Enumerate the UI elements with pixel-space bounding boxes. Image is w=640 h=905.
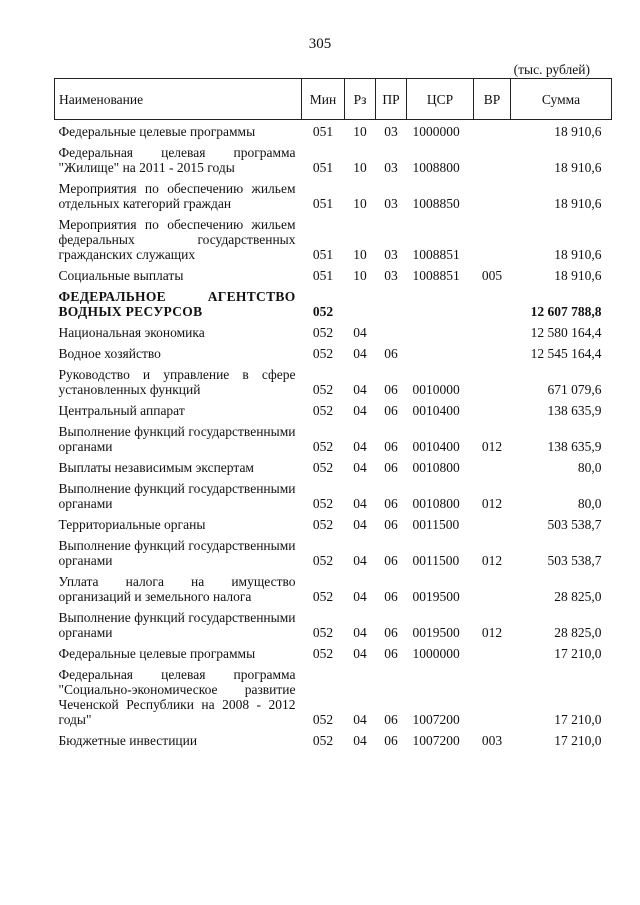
table-row (55, 323, 612, 344)
cell-min: 051 (312, 196, 334, 211)
table-row (55, 665, 612, 731)
cell-name: Федеральная целевая программа "Социально-экономическое развитие Чеченской Республики на 2008 - 2012 годы" (58, 667, 296, 727)
cell-pr: 06 (384, 646, 398, 661)
cell-min: 052 (312, 439, 334, 454)
cell-sum: 138 635,9 (547, 403, 602, 418)
header-csr: ЦСР (407, 79, 474, 120)
cell-csr: 0011500 (412, 517, 460, 532)
header-sum: Сумма (511, 79, 612, 120)
cell-csr: 0010800 (412, 496, 460, 511)
cell-name: Водное хозяйство (58, 346, 161, 361)
page-number: 305 (308, 36, 332, 52)
cell-pr: 06 (384, 625, 398, 640)
cell-vr (474, 215, 511, 266)
cell-name: ФЕДЕРАЛЬНОЕ АГЕНТСТВО ВОДНЫХ РЕСУРСОВ (58, 289, 296, 319)
cell-sum: 138 635,9 (547, 439, 602, 454)
cell-rz: 04 (353, 403, 367, 418)
cell-csr: 1008851 (412, 268, 460, 283)
cell-sum: 12 607 788,8 (530, 304, 602, 319)
cell-name: Выполнение функций государственными органами (58, 610, 296, 640)
cell-rz: 10 (353, 196, 367, 211)
cell-min: 051 (312, 124, 334, 139)
cell-min: 052 (312, 382, 334, 397)
cell-sum: 12 545 164,4 (530, 346, 602, 361)
cell-csr: 0010400 (412, 439, 460, 454)
cell-pr: 03 (384, 268, 398, 283)
cell-sum: 17 210,0 (554, 712, 602, 727)
cell-vr: 003 (481, 733, 503, 748)
cell-name: Руководство и управление в сфере установленных функций (58, 367, 296, 397)
table-header-row (55, 79, 612, 120)
cell-csr: 0019500 (412, 625, 460, 640)
cell-csr: 0010800 (412, 460, 460, 475)
cell-sum: 503 538,7 (547, 553, 602, 568)
cell-rz: 04 (353, 517, 367, 532)
cell-vr: 012 (481, 625, 503, 640)
cell-sum: 28 825,0 (554, 625, 602, 640)
cell-pr (376, 287, 407, 323)
cell-min: 052 (312, 325, 334, 340)
cell-vr (474, 323, 511, 344)
cell-pr: 03 (384, 247, 398, 262)
cell-pr: 03 (384, 196, 398, 211)
cell-sum: 80,0 (577, 496, 602, 511)
cell-pr: 06 (384, 517, 398, 532)
cell-name: Бюджетные инвестиции (58, 733, 198, 748)
cell-rz: 04 (353, 625, 367, 640)
cell-pr: 06 (384, 553, 398, 568)
cell-csr: 1008800 (412, 160, 460, 175)
cell-csr (407, 287, 474, 323)
header-pr: ПР (376, 79, 407, 120)
cell-rz: 04 (353, 712, 367, 727)
cell-name: Социальные выплаты (58, 268, 184, 283)
cell-rz: 10 (353, 247, 367, 262)
cell-vr (474, 644, 511, 665)
cell-rz: 04 (353, 589, 367, 604)
table-body (55, 120, 612, 753)
cell-rz (345, 287, 376, 323)
table-row (55, 120, 612, 144)
cell-rz: 10 (353, 268, 367, 283)
cell-pr: 03 (384, 160, 398, 175)
cell-name: Выполнение функций государственными органами (58, 481, 296, 511)
cell-pr: 06 (384, 733, 398, 748)
table-row (55, 515, 612, 536)
units-label: (тыс. рублей) (513, 62, 590, 77)
cell-csr: 1007200 (412, 733, 460, 748)
cell-rz: 10 (353, 124, 367, 139)
cell-rz: 10 (353, 160, 367, 175)
cell-pr: 06 (384, 382, 398, 397)
table-row (55, 143, 612, 179)
cell-pr: 06 (384, 589, 398, 604)
cell-min: 052 (312, 517, 334, 532)
table-row (55, 344, 612, 365)
header-rz: Рз (345, 79, 376, 120)
cell-rz: 04 (353, 460, 367, 475)
cell-vr (474, 143, 511, 179)
cell-sum: 28 825,0 (554, 589, 602, 604)
cell-csr: 0010000 (412, 382, 460, 397)
header-min: Мин (302, 79, 345, 120)
cell-rz: 04 (353, 646, 367, 661)
budget-table (54, 78, 612, 752)
table-row (55, 287, 612, 323)
cell-sum: 12 580 164,4 (530, 325, 602, 340)
cell-csr: 0019500 (412, 589, 460, 604)
cell-sum: 18 910,6 (554, 160, 602, 175)
table-row (55, 179, 612, 215)
cell-csr: 0011500 (412, 553, 460, 568)
cell-vr: 012 (481, 439, 503, 454)
cell-vr (474, 572, 511, 608)
cell-name: Выполнение функций государственными органами (58, 538, 296, 568)
cell-name: Уплата налога на имущество организаций и земельного налога (58, 574, 296, 604)
cell-vr (474, 665, 511, 731)
table-row (55, 572, 612, 608)
cell-name: Центральный аппарат (58, 403, 185, 418)
cell-min: 052 (312, 733, 334, 748)
cell-csr: 1008850 (412, 196, 460, 211)
cell-name: Федеральная целевая программа "Жилище" на 2011 - 2015 годы (58, 145, 296, 175)
table-row (55, 608, 612, 644)
cell-sum: 671 079,6 (547, 382, 602, 397)
cell-rz: 04 (353, 733, 367, 748)
cell-csr (407, 344, 474, 365)
cell-csr: 1007200 (412, 712, 460, 727)
cell-sum: 503 538,7 (547, 517, 602, 532)
cell-rz: 04 (353, 382, 367, 397)
cell-name: Мероприятия по обеспечению жильем федеральных государственных гражданских служащих (58, 217, 296, 262)
table-row (55, 536, 612, 572)
cell-sum: 18 910,6 (554, 247, 602, 262)
cell-sum: 18 910,6 (554, 196, 602, 211)
cell-vr (474, 344, 511, 365)
cell-min: 052 (312, 403, 334, 418)
cell-vr (474, 515, 511, 536)
cell-min: 052 (312, 346, 334, 361)
cell-sum: 80,0 (577, 460, 602, 475)
cell-name: Федеральные целевые программы (58, 646, 256, 661)
cell-pr: 03 (384, 124, 398, 139)
cell-rz: 04 (353, 553, 367, 568)
table-row (55, 479, 612, 515)
cell-pr: 06 (384, 460, 398, 475)
cell-vr (474, 120, 511, 144)
cell-vr (474, 401, 511, 422)
cell-vr (474, 458, 511, 479)
cell-pr: 06 (384, 346, 398, 361)
cell-csr (407, 323, 474, 344)
table-row (55, 458, 612, 479)
cell-name: Мероприятия по обеспечению жильем отдельных категорий граждан (58, 181, 296, 211)
cell-vr: 012 (481, 496, 503, 511)
cell-vr: 005 (481, 268, 503, 283)
cell-pr: 06 (384, 403, 398, 418)
cell-min: 051 (312, 268, 334, 283)
cell-min: 052 (312, 304, 334, 319)
cell-min: 051 (312, 160, 334, 175)
cell-name: Федеральные целевые программы (58, 124, 256, 139)
cell-rz: 04 (353, 346, 367, 361)
cell-pr: 06 (384, 439, 398, 454)
cell-name: Национальная экономика (58, 325, 205, 340)
cell-min: 051 (312, 247, 334, 262)
cell-pr: 06 (384, 712, 398, 727)
cell-csr: 1000000 (412, 646, 460, 661)
cell-vr (474, 179, 511, 215)
cell-rz: 04 (353, 325, 367, 340)
cell-name: Территориальные органы (58, 517, 206, 532)
cell-sum: 18 910,6 (554, 124, 602, 139)
header-name: Наименование (55, 79, 302, 120)
table-row (55, 422, 612, 458)
cell-rz: 04 (353, 439, 367, 454)
cell-pr: 06 (384, 496, 398, 511)
cell-min: 052 (312, 646, 334, 661)
cell-name: Выплаты независимым экспертам (58, 460, 254, 475)
cell-pr (376, 323, 407, 344)
table-row (55, 644, 612, 665)
cell-min: 052 (312, 625, 334, 640)
cell-min: 052 (312, 496, 334, 511)
cell-min: 052 (312, 460, 334, 475)
cell-csr: 0010400 (412, 403, 460, 418)
cell-name: Выполнение функций государственными органами (58, 424, 296, 454)
cell-csr: 1008851 (412, 247, 460, 262)
cell-csr: 1000000 (412, 124, 460, 139)
cell-min: 052 (312, 589, 334, 604)
cell-sum: 18 910,6 (554, 268, 602, 283)
cell-vr: 012 (481, 553, 503, 568)
cell-min: 052 (312, 553, 334, 568)
table-row (55, 401, 612, 422)
table-row (55, 215, 612, 266)
table-row (55, 266, 612, 287)
header-vr: ВР (474, 79, 511, 120)
cell-rz: 04 (353, 496, 367, 511)
cell-min: 052 (312, 712, 334, 727)
table-row (55, 731, 612, 752)
cell-vr (474, 365, 511, 401)
cell-sum: 17 210,0 (554, 646, 602, 661)
table-row (55, 365, 612, 401)
cell-sum: 17 210,0 (554, 733, 602, 748)
cell-vr (474, 287, 511, 323)
